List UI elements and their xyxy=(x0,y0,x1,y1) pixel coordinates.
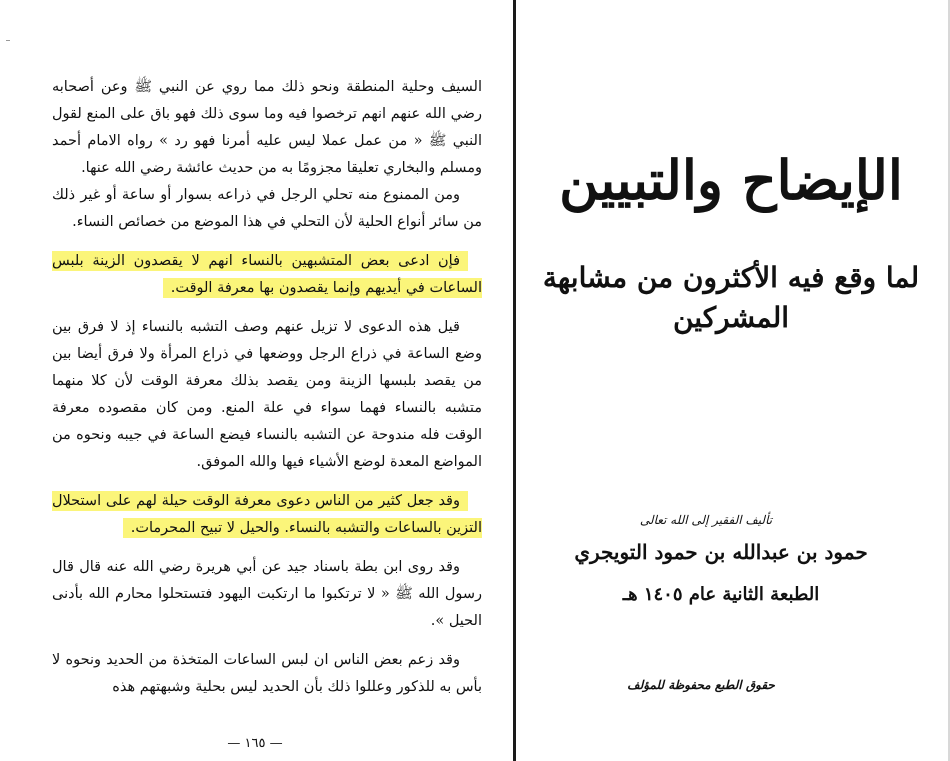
scan-margin-mark xyxy=(6,40,10,41)
paragraph-3-highlighted xyxy=(52,248,482,302)
paragraph-5-highlighted xyxy=(52,488,482,542)
paragraph-4-text: قيل هذه الدعوى لا تزيل عنهم وصف التشبه بالنساء إذ لا فرق بين وضع الساعة في ذراع الرجل ووضعها في ذراع المرأة ولا فرق أيضا بين من يقصد بلبسها الزينة ومن يقصد بذلك معرفة الوقت لأن كلا منهما متشبه بالنساء فهما سواء في علة المنع. ومن كان مقصوده معرفة الوقت فله مندوحة عن التشبه بالنساء فيضع الساعة في جيبه ونحوه من المواضع المعدة لوضع الأشياء فيها والله الموفق. xyxy=(52,319,482,470)
highlighted-text: وقد جعل كثير من الناس دعوى معرفة الوقت حيلة لهم على استحلال التزين بالساعات والتشبه بالنساء. والحيل لا تبيح المحرمات. xyxy=(52,493,482,536)
edition-info: الطبعة الثانية عام ١٤٠٥ هـ xyxy=(622,584,820,605)
paragraph-1-text: السيف وحلية المنطقة ونحو ذلك مما روي عن النبي ﷺ وعن أصحابه رضي الله عنهم انهم ترخصوا فيه وما سوى ذلك فهو باق على المنع لقول النبي ﷺ « من عمل عملا ليس عليه أمرنا فهو رد » رواه الامام أحمد ومسلم والبخاري تعليقا مجزومًا به من حديث عائشة رضي الله عنها. xyxy=(52,79,482,176)
author-name: حمود بن عبدالله بن حمود التويجري xyxy=(574,540,868,564)
book-subtitle: لما وقع فيه الأكثرون من مشابهة المشركين xyxy=(542,261,920,334)
book-title: الإيضاح والتبيين xyxy=(559,148,903,212)
page-number: — ١٦٥ — xyxy=(227,736,283,751)
paragraph-2 xyxy=(52,182,482,236)
author-label: تأليف الفقير إلى الله تعالى xyxy=(639,513,773,527)
copyright-notice: حقوق الطبع محفوظة للمؤلف xyxy=(627,678,775,692)
paragraph-7-text: وقد زعم بعض الناس ان لبس الساعات المتخذة من الحديد ونحوه لا بأس به للذكور وعللوا ذلك بأن الحديد ليس بحلية وشبهتهم هذه xyxy=(52,652,482,695)
highlighted-text: فإن ادعى بعض المتشبهين بالنساء انهم لا يقصدون الزينة بلبس الساعات في أيديهم وإنما يقصدون بها معرفة الوقت. xyxy=(52,253,482,296)
paragraph-6-text: وقد روى ابن بطة باسناد جيد عن أبي هريرة رضي الله عنه قال قال رسول الله ﷺ « لا ترتكبوا ما ارتكبت اليهود فتستحلوا محارم الله بأدنى الحيل ». xyxy=(52,559,482,629)
title-page xyxy=(516,0,948,761)
paragraph-1 xyxy=(52,74,482,182)
paragraph-7 xyxy=(52,647,482,701)
paragraph-4 xyxy=(52,314,482,476)
body-text xyxy=(52,74,482,701)
paragraph-2-text: ومن الممنوع منه تحلي الرجل في ذراعه بسوار أو ساعة أو غير ذلك من سائر أنواع الحلية لأن التحلي في هذا الموضع من خصائص النساء. xyxy=(52,187,482,230)
paragraph-6 xyxy=(52,554,482,635)
